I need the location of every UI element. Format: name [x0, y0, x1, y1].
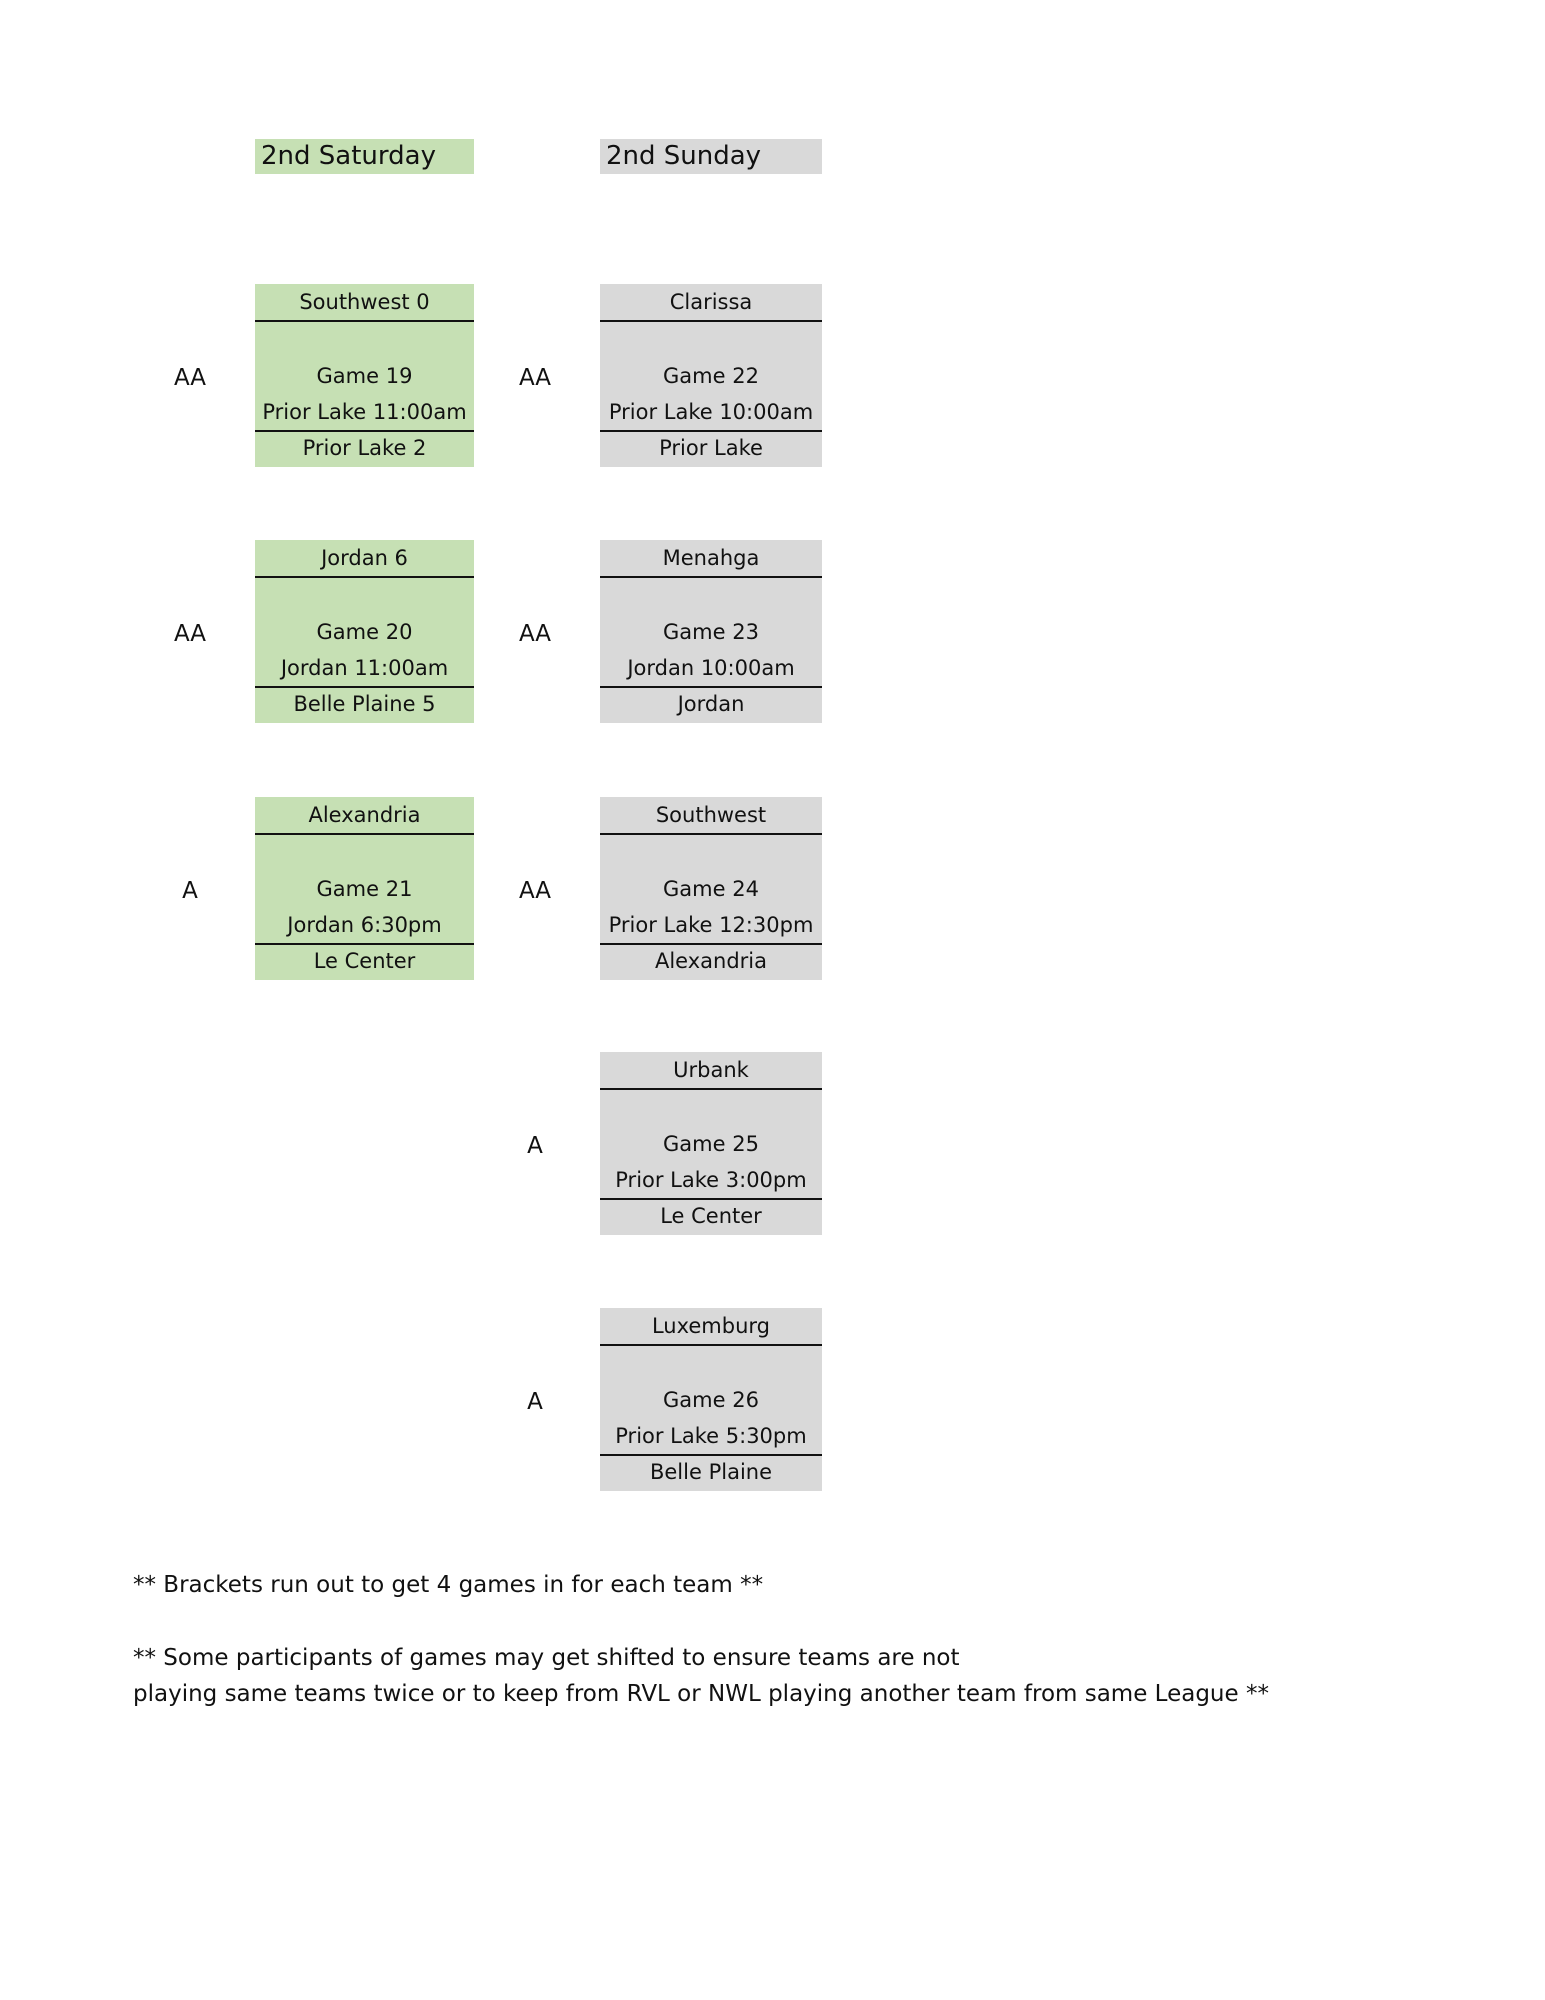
- bottom-team: Belle Plaine 5: [293, 692, 436, 716]
- game-number: Game 19: [316, 364, 413, 388]
- game-box: [255, 797, 474, 980]
- game-location-time: Jordan 10:00am: [600, 650, 822, 688]
- top-team: Jordan 6: [255, 540, 474, 578]
- top-team: Urbank: [600, 1052, 822, 1090]
- game-number: Game 25: [663, 1132, 759, 1156]
- top-team: Alexandria: [255, 797, 474, 835]
- game-number: Game 26: [663, 1388, 759, 1412]
- game-location-time: Prior Lake 12:30pm: [600, 907, 822, 945]
- bottom-team: Le Center: [313, 949, 416, 973]
- note-shift-line-2: playing same teams twice or to keep from RVL or NWL playing another team from same League **: [133, 1681, 1269, 1707]
- note-shift-line-1: ** Some participants of games may get shifted to ensure teams are not: [133, 1645, 960, 1671]
- game-box: [600, 540, 822, 723]
- bottom-team: Belle Plaine: [649, 1460, 773, 1484]
- bottom-team: Jordan: [677, 692, 745, 716]
- top-team: Southwest: [600, 797, 822, 835]
- class-label: AA: [173, 621, 207, 647]
- game-location-time: Jordan 11:00am: [255, 650, 474, 688]
- note-brackets: ** Brackets run out to get 4 games in for each team **: [133, 1572, 764, 1598]
- game-box: [600, 284, 822, 467]
- saturday-header: 2nd Saturday: [255, 139, 474, 174]
- top-team: Menahga: [600, 540, 822, 578]
- game-number: Game 23: [663, 620, 759, 644]
- game-location-time: Prior Lake 11:00am: [255, 394, 474, 432]
- game-box: [255, 284, 474, 467]
- game-location-time: Prior Lake 5:30pm: [600, 1418, 822, 1456]
- game-number: Game 21: [316, 877, 413, 901]
- class-label: AA: [518, 365, 552, 391]
- game-box: [255, 540, 474, 723]
- game-number: Game 22: [663, 364, 759, 388]
- top-team: Southwest 0: [255, 284, 474, 322]
- game-number: Game 20: [316, 620, 413, 644]
- class-label: AA: [518, 878, 552, 904]
- class-label: A: [527, 1389, 543, 1415]
- game-location-time: Prior Lake 10:00am: [600, 394, 822, 432]
- game-box: [600, 1052, 822, 1235]
- class-label: AA: [518, 621, 552, 647]
- class-label: AA: [173, 365, 207, 391]
- class-label: A: [182, 878, 198, 904]
- class-label: A: [527, 1133, 543, 1159]
- top-team: Clarissa: [600, 284, 822, 322]
- game-location-time: Prior Lake 3:00pm: [600, 1162, 822, 1200]
- game-box: [600, 797, 822, 980]
- game-number: Game 24: [663, 877, 759, 901]
- bottom-team: Alexandria: [654, 949, 768, 973]
- sunday-header: 2nd Sunday: [600, 139, 822, 174]
- bottom-team: Le Center: [660, 1204, 762, 1228]
- top-team: Luxemburg: [600, 1308, 822, 1346]
- game-location-time: Jordan 6:30pm: [255, 907, 474, 945]
- bottom-team: Prior Lake: [659, 436, 763, 460]
- game-box: [600, 1308, 822, 1491]
- bottom-team: Prior Lake 2: [302, 436, 427, 460]
